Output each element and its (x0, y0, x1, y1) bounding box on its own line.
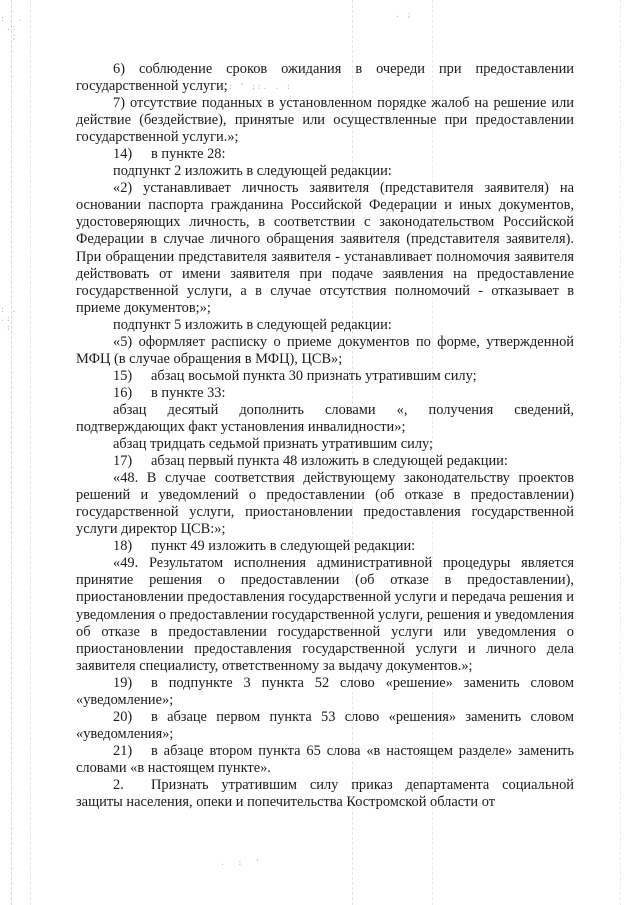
document-paragraph (76, 743, 574, 777)
paragraph-text: в подпункте 3 пункта 52 слово «решение» заменить словом «уведомление»; (76, 674, 574, 708)
document-paragraph (76, 555, 574, 674)
paragraph-text: в абзаце втором пункта 65 слова «в настоящем разделе» заменить словами «в настоящем пункте». (76, 742, 574, 776)
paragraph-text: в пункте 33: (151, 384, 226, 401)
item-number: 20) (113, 708, 133, 725)
document-paragraph (76, 402, 574, 436)
document-paragraph (76, 777, 574, 811)
document-paragraph (76, 453, 574, 470)
item-number: 15) (113, 367, 133, 384)
paragraph-text: «2) устанавливает личность заявителя (представителя заявителя) на основании паспорта гражданина Российской Федерации и иных документов, удостоверяющих личность, в соответствии с законодательством Российской Федерации в случае личного обращения заявителя (представителя заявителя). При обращении представителя заявителя - устанавливает полномочия заявителя действовать от имени заявителя при подаче заявления на предоставление государственной услуги, а в случае отсутствия полномочий - отказывает в приеме документов;»; (76, 180, 574, 316)
scan-streak (11, 0, 13, 905)
document-paragraph (76, 146, 574, 163)
document-paragraph (76, 436, 574, 453)
document-paragraph (76, 675, 574, 709)
item-number: 16) (113, 384, 133, 401)
paragraph-text: в абзаце первом пункта 53 слово «решения» заменить словом «уведомления»; (76, 708, 574, 742)
document-paragraph (76, 317, 574, 334)
item-number: 14) (113, 146, 133, 163)
paragraph-text: абзац первый пункта 48 изложить в следующей редакции: (151, 453, 508, 470)
item-number: 17) (113, 453, 133, 470)
paragraph-text: 7) отсутствие поданных в установленном порядке жалоб на решение или действие (бездействие), принятые или осуществленные при предоставлении государственной услуги.»; (76, 95, 574, 146)
scan-noise: .: ' ;:. . : (222, 82, 292, 91)
item-number: 18) (113, 538, 133, 555)
document-paragraph (76, 180, 574, 316)
paragraph-text: подпункт 2 изложить в следующей редакции: (113, 163, 392, 180)
item-number: 21) (113, 742, 133, 759)
paragraph-text: Признать утратившим силу приказ департамента социальной защиты населения, опеки и попечительства Костромской области от (76, 776, 574, 811)
document-paragraph (76, 163, 574, 180)
document-paragraph (76, 385, 574, 402)
scan-noise: : . .: ; (0, 14, 24, 41)
paragraph-text: в пункте 28: (151, 146, 226, 163)
paragraph-text: подпункт 5 изложить в следующей редакции: (113, 316, 392, 333)
item-number: 2. (113, 776, 124, 793)
scan-noise: . ; (395, 10, 413, 19)
paragraph-text: «49. Результатом исполнения административной процедуры является принятие решения о предоставлении (об отказе в предоставлении), приостановлении предоставления государственной услуги и передача решения и уведомления о предоставлении государственной услуги, решения и уведомления об отказе в предоставлении государственной услуги или уведомления о приостановлении предоставления государственной услуги и личного дела заявителя специалисту, ответственному за выдачу документов.»; (76, 555, 574, 674)
document-paragraph (76, 470, 574, 538)
paragraph-text: «48. В случае соответствия действующему законодательству проектов решений и уведомлений о предоставлении (об отказе в предоставлении) государственной услуги, приостановлении предоставления государственной услуги директор ЦСВ:»; (76, 470, 574, 538)
document-paragraph (76, 538, 574, 555)
document-body (76, 61, 574, 811)
paragraph-text: «5) оформляет расписку о приеме документов по форме, утвержденной МФЦ (в случае обращения в МФЦ), ЦСВ»; (76, 333, 574, 367)
paragraph-text: абзац восьмой пункта 30 признать утратившим силу; (151, 367, 477, 384)
scan-streak (30, 0, 32, 905)
paragraph-text: абзац десятый дополнить словами «, получения сведений, подтверждающих факт установления инвалидности»; (76, 401, 574, 435)
paragraph-text: пункт 49 изложить в следующей редакции: (151, 538, 416, 555)
document-paragraph (76, 95, 574, 146)
scan-streak (620, 0, 622, 905)
item-number: 19) (113, 674, 133, 691)
paragraph-text: абзац тридцать седьмой признать утратившим силу; (113, 436, 434, 453)
document-paragraph (76, 61, 574, 95)
scan-noise: . : ' (220, 858, 261, 867)
document-paragraph (76, 709, 574, 743)
paragraph-text: 6) соблюдение сроков ожидания в очереди при предоставлении государственной услуги; (76, 61, 574, 95)
scan-noise: : . .: : (0, 305, 18, 332)
document-paragraph (76, 334, 574, 368)
document-paragraph (76, 368, 574, 385)
